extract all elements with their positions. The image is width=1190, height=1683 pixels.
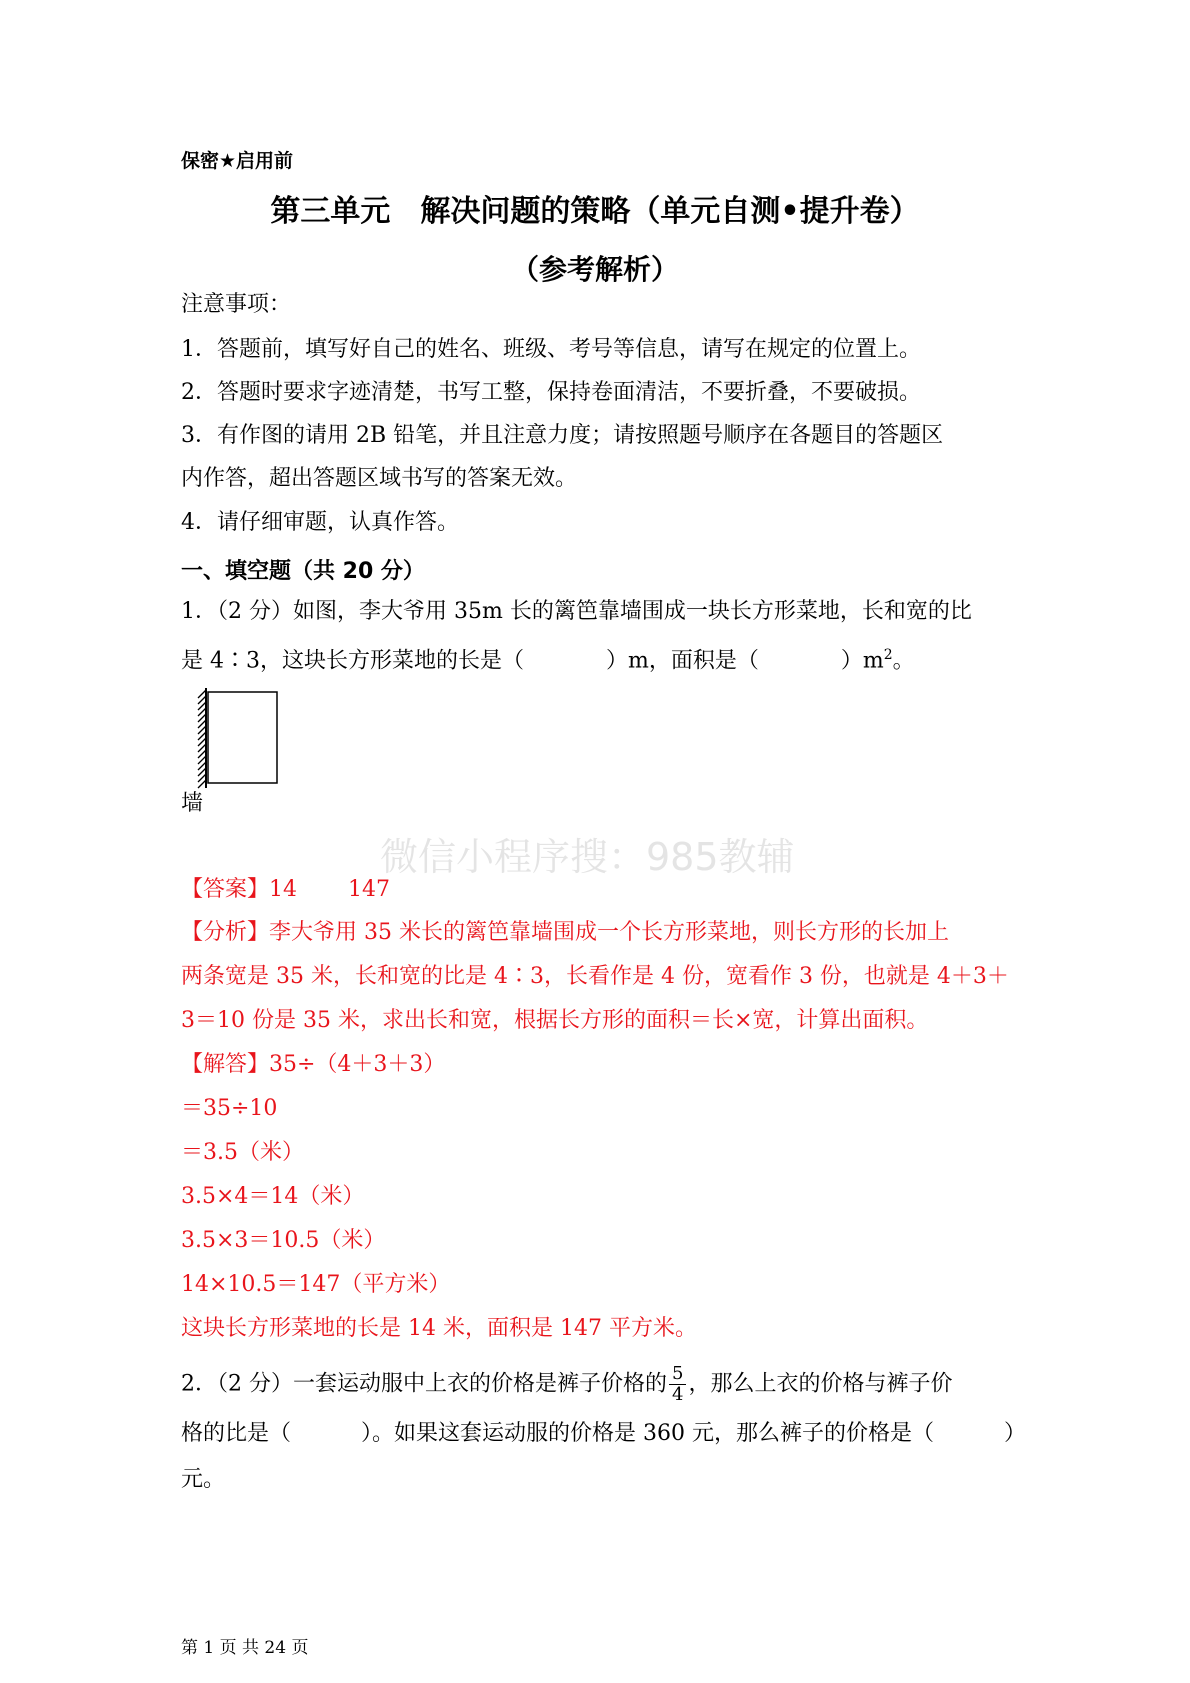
fraction [669,1364,686,1405]
wall-rectangle-figure [178,684,298,804]
document-title: 第三单元 解决问题的策略（单元自测•提升卷） [270,194,920,229]
notice-item: 1．答题前，填写好自己的姓名、班级、考号等信息，请写在规定的位置上。 [181,337,921,362]
fraction-numerator: 5 [669,1364,686,1385]
watermark: 微信小程序搜：985教辅 [380,835,795,879]
question-2-line-3: 元。 [181,1467,226,1492]
document-subtitle: （参考解析） [510,253,679,286]
answer-line: 【答案】14 147 [181,877,390,902]
solution-line: ＝35÷10 [181,1096,278,1121]
question-1-text: ）m，面积是（ [606,648,759,674]
question-2-text: ） [1004,1421,1027,1446]
analysis-line: 3＝10 份是 35 米，求出长和宽，根据长方形的面积＝长×宽，计算出面积。 [181,1008,929,1033]
solution-line: 【解答】35÷（4＋3＋3） [181,1052,446,1077]
question-1-text: 是 4∶3，这块长方形菜地的长是（ [181,648,524,674]
solution-line: 3.5×4＝14（米） [181,1184,365,1209]
question-2-line-1 [181,1364,952,1405]
wall-label: 墙 [181,791,204,816]
question-2-text: ）。如果这套运动服的价格是 360 元，那么裤子的价格是（ [361,1421,934,1446]
analysis-line: 两条宽是 35 米，长和宽的比是 4∶3，长看作是 4 份，宽看作 3 份，也就是 4＋3＋ [181,964,1009,989]
solution-line: 14×10.5＝147（平方米） [181,1272,451,1297]
notice-item: 4．请仔细审题，认真作答。 [181,510,459,535]
fraction-denominator: 4 [672,1384,684,1405]
question-2-text: ，那么上衣的价格与裤子价 [688,1371,953,1397]
question-1-line-2 [181,640,915,676]
notice-item: 2．答题时要求字迹清楚，书写工整，保持卷面清洁，不要折叠，不要破损。 [181,380,921,405]
notice-heading: 注意事项： [181,292,292,317]
notice-item: 3．有作图的请用 2B 铅笔，并且注意力度；请按照题号顺序在各题目的答题区 [181,423,944,448]
question-1-line-1: 1．（2 分）如图，李大爷用 35m 长的篱笆靠墙围成一块长方形菜地，长和宽的比 [181,599,972,624]
question-2-line-2 [181,1419,1026,1449]
notice-item: 内作答，超出答题区域书写的答案无效。 [181,466,578,491]
analysis-line: 【分析】李大爷用 35 米长的篱笆靠墙围成一个长方形菜地，则长方形的长加上 [181,920,949,945]
solution-line: ＝3.5（米） [181,1140,304,1165]
unit-superscript: 2 [883,647,893,663]
solution-line: 3.5×3＝10.5（米） [181,1228,386,1253]
solution-conclusion: 这块长方形菜地的长是 14 米，面积是 147 平方米。 [181,1316,697,1341]
question-1-text: 。 [892,648,915,674]
question-2-text: 2．（2 分）一套运动服中上衣的价格是裤子价格的 [181,1371,667,1397]
page-footer: 第 1 页 共 24 页 [181,1638,309,1658]
question-1-text: ）m [840,648,884,674]
question-2-text: 格的比是（ [181,1421,292,1446]
confidential-label: 保密★启用前 [181,150,294,172]
section-heading: 一、填空题（共 20 分） [181,559,425,584]
